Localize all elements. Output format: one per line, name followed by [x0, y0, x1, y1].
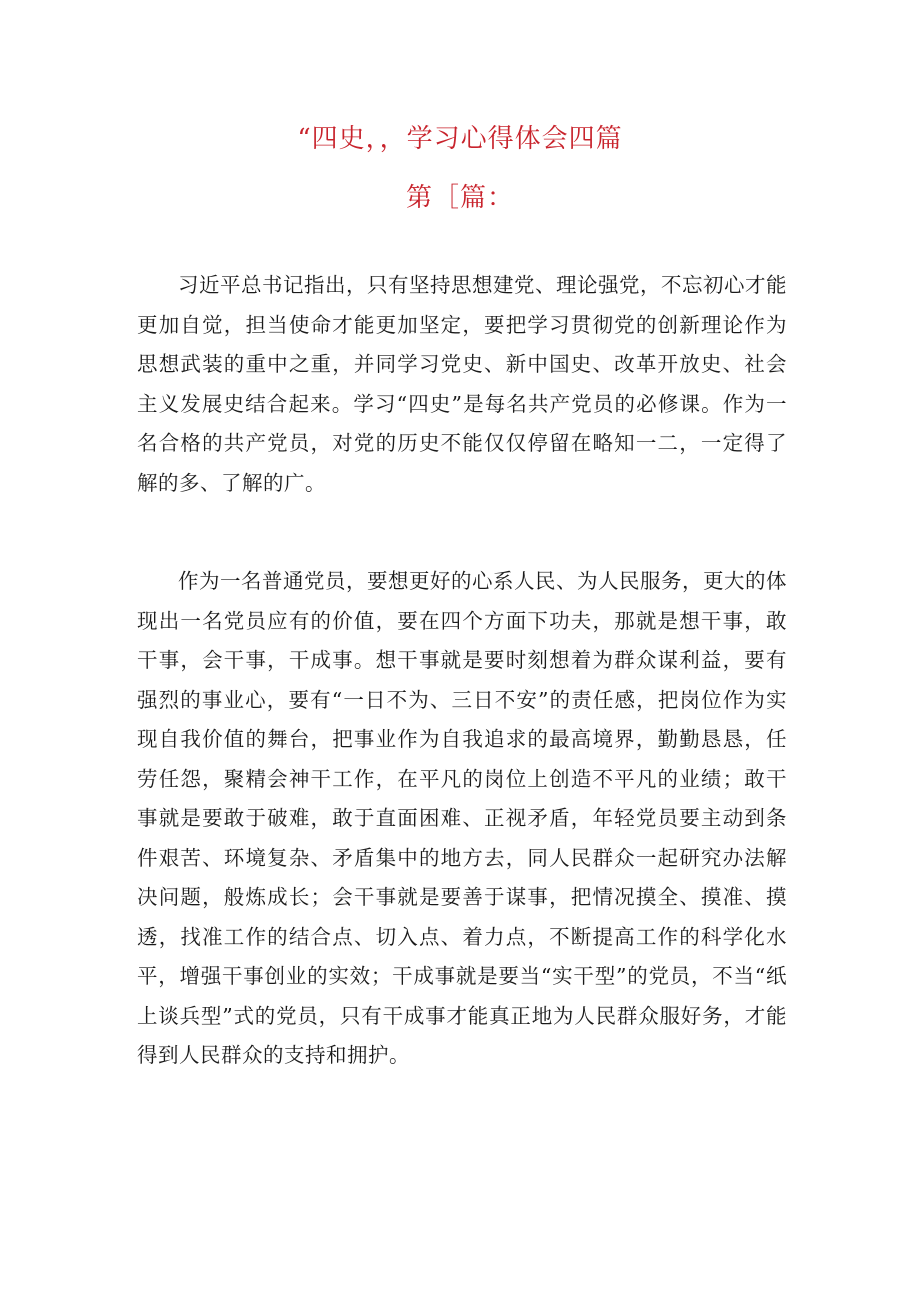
document-title: “四史，，学习心得体会四篇 [297, 124, 623, 154]
section-heading: 第［篇： [405, 183, 514, 213]
body-paragraph-2: 作为一名普通党员，要想更好的心系人民、为人民服务，更大的体现出一名党员应有的价值，要在四个方面下功夫，那就是想干事，敢干事，会干事，干成事。想干事就是要时刻想着为群众谋利益，要有强烈的事业心，要有“一日不为、三日不安”的责任感，把岗位作为实现自我价值的舞台，把事业作为自我追求的最高境界，勤勤恳恳，任劳任怨，聚精会神干工作，在平凡的岗位上创造不平凡的业绩；敢干事就是要敢于破难，敢于直面困难、正视矛盾，年轻党员要主动到条件艰苦、环境复杂、矛盾集中的地方去，同人民群众一起研究办法解决问题，般炼成长；会干事就是要善于谋事，把情况摸全、摸准、摸透，找准工作的结合点、切入点、着力点，不断提高工作的科学化水平，增强干事创业的实效；干成事就是要当“实干型”的党员，不当“纸上谈兵型”式的党员，只有干成事才能真正地为人民群众服好务，才能得到人民群众的支持和拥护。 [137, 569, 787, 1067]
body-paragraph-1: 习近平总书记指出，只有坚持思想建党、理论强党，不忘初心才能更加自觉，担当使命才能更加坚定，要把学习贯彻党的创新理论作为思想武装的重中之重，并同学习党史、新中国史、改革开放史、社会主义发展史结合起来。学习“四史”是每名共产党员的必修课。作为一名合格的共产党员，对党的历史不能仅仅停留在略知一二，一定得了解的多、了解的广。 [137, 273, 787, 495]
